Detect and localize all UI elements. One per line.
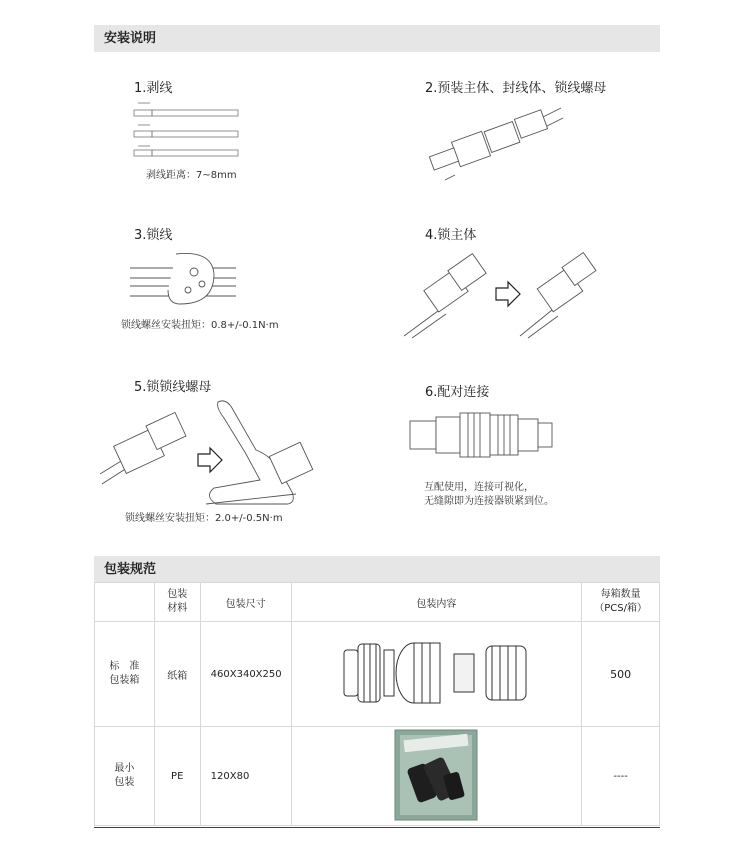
packaging-table	[94, 582, 660, 826]
packaging-section-title: 包装规范	[104, 562, 157, 577]
row-name: 标 准 包装箱	[95, 622, 155, 727]
connector-parts-illustration	[336, 636, 536, 710]
arrow-right-icon	[496, 282, 520, 306]
step-1-title: 1.剥线	[134, 81, 173, 96]
header-size: 包装尺寸	[200, 583, 291, 622]
step-5-note: 锁线螺丝安装扭矩：2.0+/-0.5N·m	[125, 513, 283, 524]
arrow-right-icon	[198, 448, 222, 472]
row-content	[291, 622, 582, 727]
pe-bag-photo	[394, 729, 478, 821]
header-blank	[95, 583, 155, 622]
install-section-header	[94, 25, 660, 52]
bottom-divider	[94, 827, 660, 828]
header-material: 包装 材料	[154, 583, 200, 622]
header-content: 包装内容	[291, 583, 582, 622]
row-size: 120X80	[200, 727, 291, 826]
body-lock-illustration	[402, 248, 612, 340]
header-qty: 每箱数量 （PCS/箱）	[582, 583, 660, 622]
mated-connector-illustration	[408, 409, 554, 461]
step-6-note-line1: 互配使用，连接可视化，	[424, 482, 534, 493]
step-1-note: 剥线距离：7~8mm	[146, 170, 237, 181]
table-row	[95, 727, 660, 826]
row-qty: 500	[582, 622, 660, 727]
wire-strip-illustration	[130, 98, 240, 158]
step-3-note: 锁线螺丝安装扭矩：0.8+/-0.1N·m	[121, 320, 279, 331]
row-material: 纸箱	[154, 622, 200, 727]
row-material: PE	[154, 727, 200, 826]
row-name: 最小 包装	[95, 727, 155, 826]
row-content	[291, 727, 582, 826]
row-qty: ----	[582, 727, 660, 826]
wire-lock-illustration	[128, 246, 238, 308]
step-2-title: 2.预装主体、封线体、锁线螺母	[425, 81, 607, 96]
step-3-title: 3.锁线	[134, 228, 173, 243]
step-4-title: 4.锁主体	[425, 228, 477, 243]
preassembly-illustration	[425, 100, 565, 185]
step-6-note-line2: 无缝隙即为连接器锁紧到位。	[424, 496, 554, 507]
step-6-title: 6.配对连接	[425, 385, 490, 400]
packaging-section-header	[94, 556, 660, 583]
step-5-title: 5.锁锁线螺母	[134, 380, 212, 395]
install-section-title: 安装说明	[104, 31, 157, 46]
nut-lock-illustration	[96, 396, 326, 508]
table-row	[95, 622, 660, 727]
table-header-row	[95, 583, 660, 622]
row-size: 460X340X250	[200, 622, 291, 727]
